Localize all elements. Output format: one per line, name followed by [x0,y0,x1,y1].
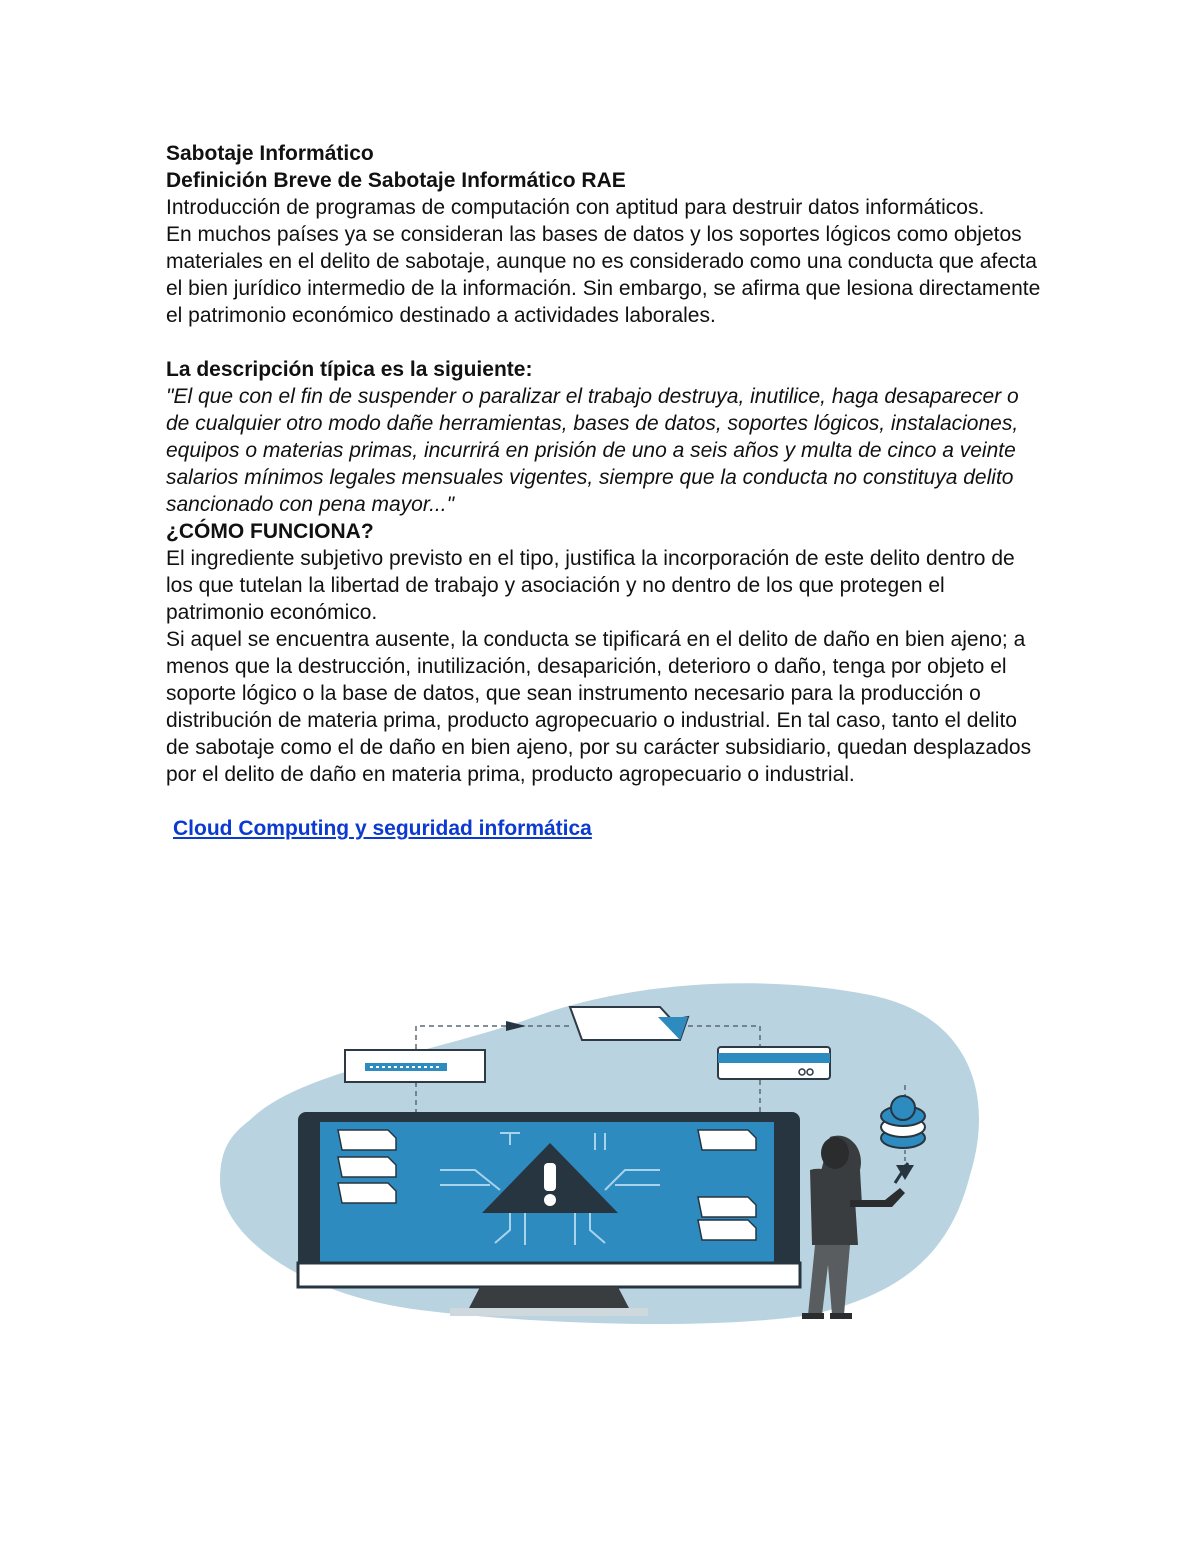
document-title: Sabotaje Informático [166,142,374,165]
credit-card-icon [718,1047,830,1079]
cloud-computing-link[interactable]: Cloud Computing y seguridad informática [173,817,592,840]
how-it-works-paragraph-2: Si aquel se encuentra ausente, la conducta se tipificará en el delito de daño en bien ajeno; a menos que la destrucción, inutilización, desaparición, deterioro o daño, tenga por objeto el soporte lógico o la base de datos, que sean instrumento necesario para la producción o distribución de materia prima, producto agropecuario o industrial. En tal caso, tanto el delito de sabotaje como el de daño en bien ajeno, por su carácter subsidiario, quedan desplazados por el delito de daño en materia prima, producto agropecuario o industrial. [166,628,1032,786]
definition-paragraph: Introducción de programas de computación con aptitud para destruir datos informáticos. [166,196,985,219]
how-it-works-heading: ¿CÓMO FUNCIONA? [166,520,374,543]
link-line [166,815,1046,850]
browser-window-icon [345,1050,485,1082]
document-subtitle: Definición Breve de Sabotaje Informático RAE [166,169,626,192]
legal-quote: "El que con el fin de suspender o paralizar el trabajo destruya, inutilice, haga desaparecer o de cualquier otro modo dañe herramientas, bases de datos, soportes lógicos, instalaciones, equipos o materias primas, incurrirá en prisión de uno a seis años y multa de cinco a veinte salarios mínimos legales mensuales vigentes, siempre que la conducta no constituya delito sancionado con pena mayor..." [166,385,1019,516]
context-paragraph: En muchos países ya se consideran las bases de datos y los soportes lógicos como objetos materiales en el delito de sabotaje, aunque no es considerado como una conducta que afecta el bien jurídico intermedio de la información. Sin embargo, se afirma que lesiona directamente el patrimonio económico destinado a actividades laborales. [166,223,1041,327]
how-it-works-paragraph-1: El ingrediente subjetivo previsto en el tipo, justifica la incorporación de este delito dentro de los que tutelan la libertad de trabajo y asociación y no dentro de los que protegen el patrimonio económico. [166,547,1015,624]
paragraph-spacer [166,329,1046,356]
typical-description-heading: La descripción típica es la siguiente: [166,358,533,381]
document-body [166,140,1046,850]
sabotage-illustration [210,975,990,1335]
